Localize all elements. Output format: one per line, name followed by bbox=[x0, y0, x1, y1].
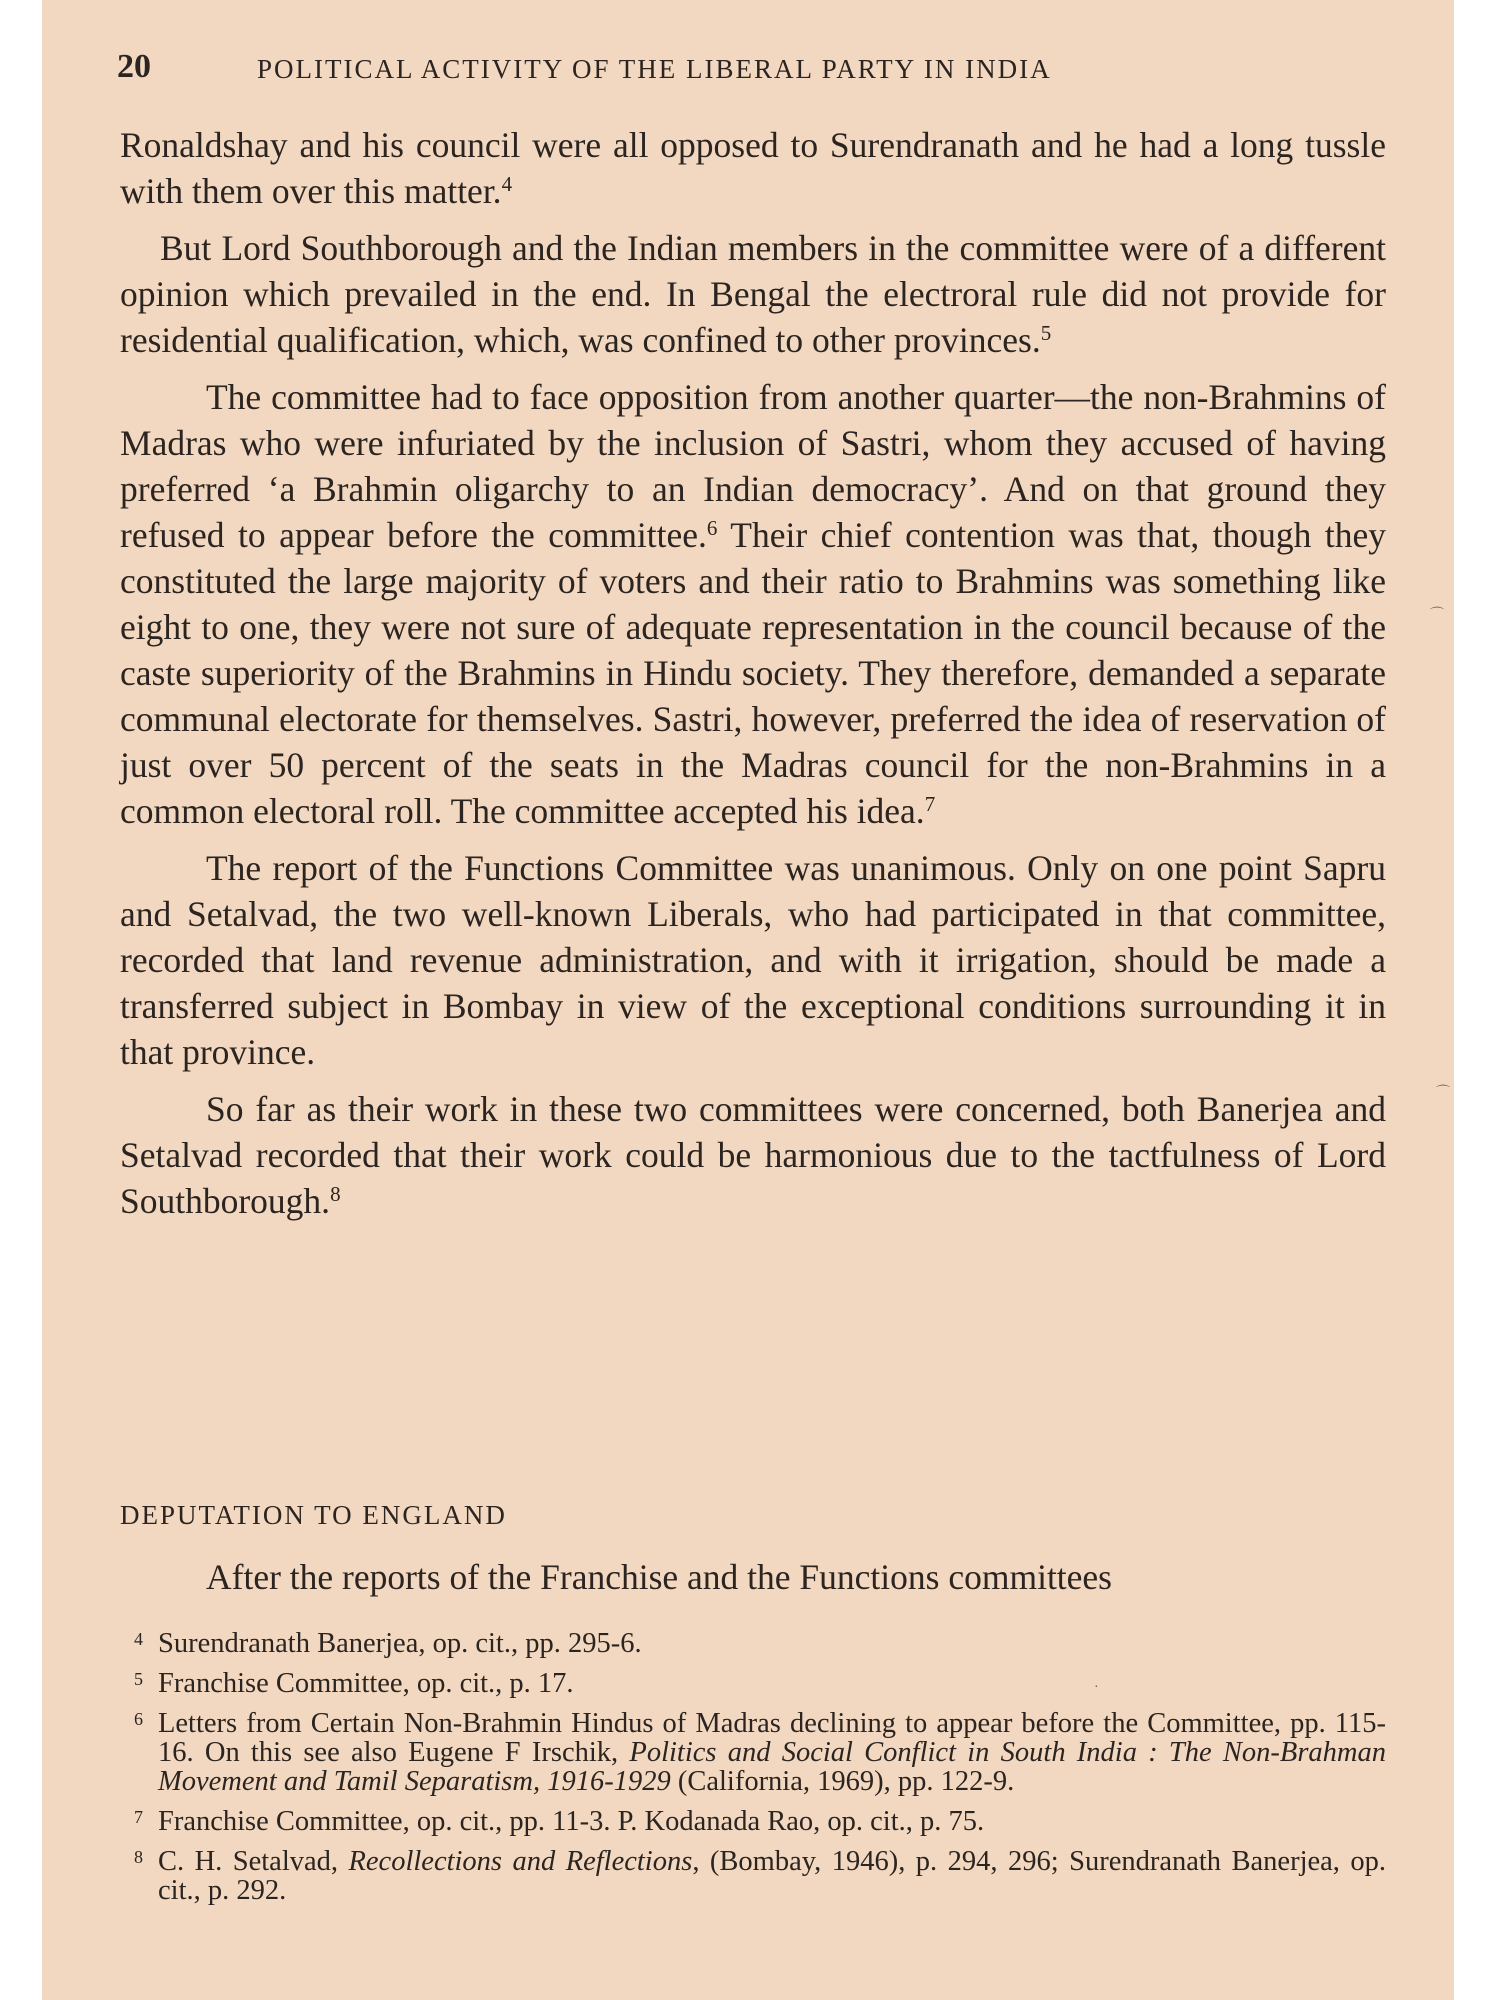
footnote-ref-7: 7 bbox=[924, 792, 936, 816]
footnote-book-title: Politics and Social Conflict in South India : The Non-Brahman Movement and Tamil Separatism, 1916-1929 bbox=[158, 1737, 1386, 1797]
paragraph-3 bbox=[120, 374, 1386, 834]
footnote-text-a: C. H. Setalvad, bbox=[158, 1846, 349, 1877]
footnote-4 bbox=[134, 1629, 1386, 1658]
footnote-ref-6: 6 bbox=[706, 516, 718, 540]
paragraph-5-text: So far as their work in these two committees were concerned, both Banerjea and Setalvad recorded that their work could be harmonious due to the tactfulness of Lord Southborough. bbox=[120, 1089, 1386, 1221]
footnote-text-a: Letters from Certain Non-Brahmin Hindus of Madras declining to appear before the Committee, pp. 115-16. On this see also Eugene F Irschik, bbox=[158, 1708, 1386, 1768]
footnote-book-title: Recollections and Reflections bbox=[348, 1846, 693, 1877]
paragraph-2 bbox=[120, 225, 1386, 363]
footnote-number: 5 bbox=[134, 1669, 143, 1689]
paragraph-4 bbox=[120, 845, 1386, 1075]
footnote-8 bbox=[134, 1847, 1386, 1905]
stray-mark-3: · bbox=[1094, 1680, 1099, 1695]
section-heading: DEPUTATION TO ENGLAND bbox=[120, 1500, 507, 1530]
body-text bbox=[120, 122, 1386, 1235]
footnote-text: Surendranath Banerjea, op. cit., pp. 295-6. bbox=[158, 1628, 642, 1659]
footnote-5 bbox=[134, 1669, 1386, 1698]
footnote-6 bbox=[134, 1709, 1386, 1796]
footnote-number: 6 bbox=[134, 1709, 143, 1729]
paragraph-3-text-a: The committee had to face opposition from another quarter—the non-Brahmins of Madras who were infuriated by the inclusion of Sastri, whom they accused of having preferred ‘a Brahmin oligarchy to an Indian democracy’. And on that ground they refused to appear before the committee. bbox=[120, 377, 1386, 555]
footnote-ref-8: 8 bbox=[330, 1182, 341, 1206]
page-number: 20 bbox=[117, 48, 151, 85]
paragraph-2-text: But Lord Southborough and the Indian members in the committee were of a different opinion which prevailed in the end. In Bengal the electroral rule did not provide for residential qualification, which, was confined to other provinces. bbox=[120, 228, 1386, 360]
footnote-text: Franchise Committee, op. cit., p. 17. bbox=[158, 1668, 574, 1699]
page-header bbox=[117, 48, 1417, 98]
footnote-number: 4 bbox=[134, 1629, 143, 1649]
footnote-ref-5: 5 bbox=[1040, 321, 1052, 345]
paragraph-3-text-b: Their chief contention was that, though they constituted the large majority of voters and their ratio to Brahmins was something like eight to one, they were not sure of adequate representation in the council because of the caste superiority of the Brahmins in Hindu society. They therefore, demanded a separate communal electorate for themselves. Sastri, however, preferred the idea of reservation of just over 50 percent of the seats in the Madras council for the non-Brahmins in a common electoral roll. The committee accepted his idea. bbox=[120, 515, 1386, 831]
footnote-number: 8 bbox=[134, 1847, 143, 1867]
paragraph-1 bbox=[120, 122, 1386, 214]
footnotes bbox=[134, 1629, 1386, 1916]
footnote-number: 7 bbox=[134, 1807, 143, 1827]
paragraph-1-text: Ronaldshay and his council were all opposed to Surendranath and he had a long tussle with them over this matter. bbox=[120, 125, 1386, 211]
stray-mark-1: ⌒ bbox=[1430, 608, 1444, 623]
footnote-text-b: (California, 1969), pp. 122-9. bbox=[670, 1766, 1015, 1797]
book-page bbox=[42, 0, 1454, 2000]
footnote-text: Franchise Committee, op. cit., pp. 11-3. P. Kodanada Rao, op. cit., p. 75. bbox=[158, 1806, 985, 1837]
footnote-ref-4: 4 bbox=[501, 172, 513, 196]
stray-mark-2: ⌒ bbox=[1436, 1086, 1450, 1101]
paragraph-5 bbox=[120, 1086, 1386, 1224]
footnote-text-b: , (Bombay, 1946), p. 294, 296; Surendranath Banerjea, op. cit., p. 292. bbox=[158, 1846, 1386, 1906]
running-title: POLITICAL ACTIVITY OF THE LIBERAL PARTY IN INDIA bbox=[257, 54, 1052, 84]
section-first-line: After the reports of the Franchise and the Functions committees bbox=[206, 1557, 1112, 1597]
paragraph-4-text: The report of the Functions Committee was unanimous. Only on one point Sapru and Setalvad, the two well-known Liberals, who had participated in that committee, recorded that land revenue administration, and with it irrigation, should be made a transferred subject in Bombay in view of the exceptional conditions surrounding it in that province. bbox=[120, 848, 1386, 1072]
footnote-7 bbox=[134, 1807, 1386, 1836]
